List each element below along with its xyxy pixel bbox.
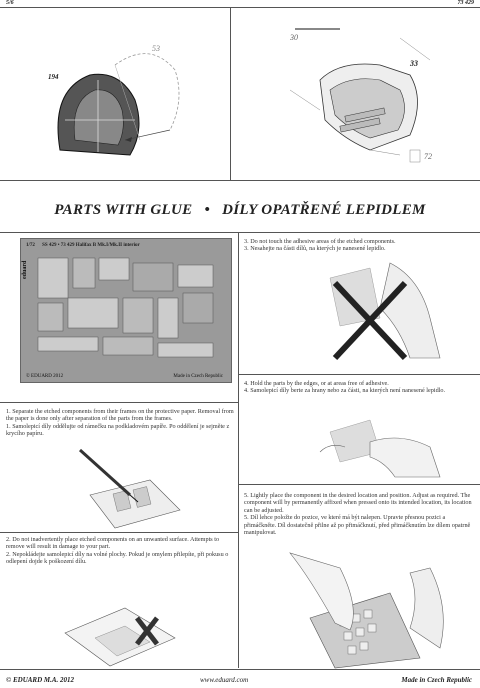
banner-title-cz: DÍLY OPATŘENÉ LEPIDLEM <box>222 202 426 218</box>
footer-center: www.eduard.com <box>200 676 249 684</box>
right-rule-1 <box>238 374 480 375</box>
instruction-5 <box>244 492 476 536</box>
part-72-label: 72 <box>424 152 432 161</box>
fret-brand: eduard <box>22 260 28 279</box>
fret-copyright: © EDUARD 2012 <box>26 374 64 379</box>
instruction-3-illustration <box>300 258 450 370</box>
right-rule-2 <box>238 484 480 485</box>
part-30-label: 30 <box>290 33 298 42</box>
instruction-5-illustration <box>280 548 470 670</box>
instruction-2-illustration <box>55 578 205 668</box>
page-header <box>0 0 480 6</box>
instruction-4-cz: 4. Samolepicí díly berte za hrany nebo za části, na kterých není nanesené lepidlo. <box>244 387 446 395</box>
instruction-3-en: 3. Do not touch the adhesive areas of the etched components. <box>244 238 396 245</box>
part-194-label: 194 <box>48 73 59 81</box>
bottom-divider <box>238 233 239 668</box>
part-33-label: 33 <box>410 59 418 68</box>
left-rule-2 <box>0 532 238 533</box>
instruction-3 <box>244 238 476 253</box>
top-divider <box>230 8 231 180</box>
section-rule-banner <box>0 232 480 233</box>
footer-left: © EDUARD M.A. 2012 <box>6 676 75 684</box>
instruction-2-en: 2. Do not inadvertently place etched components on an unwanted surface. Attempts to remove will result in damage to your part. <box>6 536 220 551</box>
page-number: 5/6 <box>6 0 14 6</box>
instruction-4-en: 4. Hold the parts by the edges, or at areas free of adhesive. <box>244 380 389 387</box>
header-rule <box>0 7 480 8</box>
instruction-5-en: 5. Lightly place the component in the desired location and position. Adjust as required. The component will by permanently affixed when pressed onto its intended location, its location can be adjusted. <box>244 492 472 514</box>
photo-etched-fret <box>20 238 232 383</box>
part-53-label: 53 <box>152 44 160 53</box>
instruction-5-cz: 5. Díl lehce položte do pozice, ve které má být nalepen. Upravte přesnou pozici a přimáčkněte. Díl dostatečně přilne až po přimáčknutí, před přimáčknutím lze dílem opatrně manipulovat. <box>244 514 471 537</box>
kit-number: 73 429 <box>457 0 474 6</box>
instruction-2 <box>6 536 234 566</box>
fret-title: SS 429 • 73 429 Halifax B Mk.I/Mk.II interior <box>42 243 140 248</box>
instruction-2-cz: 2. Nepokládejte samolepicí díly na volné plochy. Pokud je omylem přilepíte, při pokusu o odlepení dojde k poškození dílu. <box>6 550 229 566</box>
fret-scale: 1/72 <box>26 243 35 248</box>
fret-parts <box>33 253 223 363</box>
banner-title-en: PARTS WITH GLUE <box>54 202 193 218</box>
instruction-3-cz: 3. Nesahejte na části dílů, na kterých je nanesené lepidlo. <box>244 245 386 253</box>
section-rule-top <box>0 180 480 181</box>
cockpit-floor-drawing <box>250 20 470 175</box>
instruction-1-en: 1. Separate the etched components from their frames on the protective paper. Removal from the paper is done only after separation of the parts from the frames. <box>6 408 234 423</box>
parts-with-glue-banner <box>0 190 480 230</box>
instruction-1-illustration <box>70 440 210 530</box>
fret-made-in: Made in Czech Republic <box>173 374 223 379</box>
footer-right: Made in Czech Republic <box>401 676 472 684</box>
instruction-4-illustration <box>300 402 450 480</box>
instruction-1 <box>6 408 234 438</box>
instruction-1-cz: 1. Samolepicí díly oddělujte od rámečku na podkladovém papíře. Po oddělení je sejměte z krycího papíru. <box>6 422 230 438</box>
banner-separator: • <box>204 202 211 218</box>
instruction-4 <box>244 380 476 395</box>
left-rule-1 <box>0 402 238 403</box>
nose-cone-drawing <box>20 30 220 170</box>
footer-rule <box>0 669 480 670</box>
